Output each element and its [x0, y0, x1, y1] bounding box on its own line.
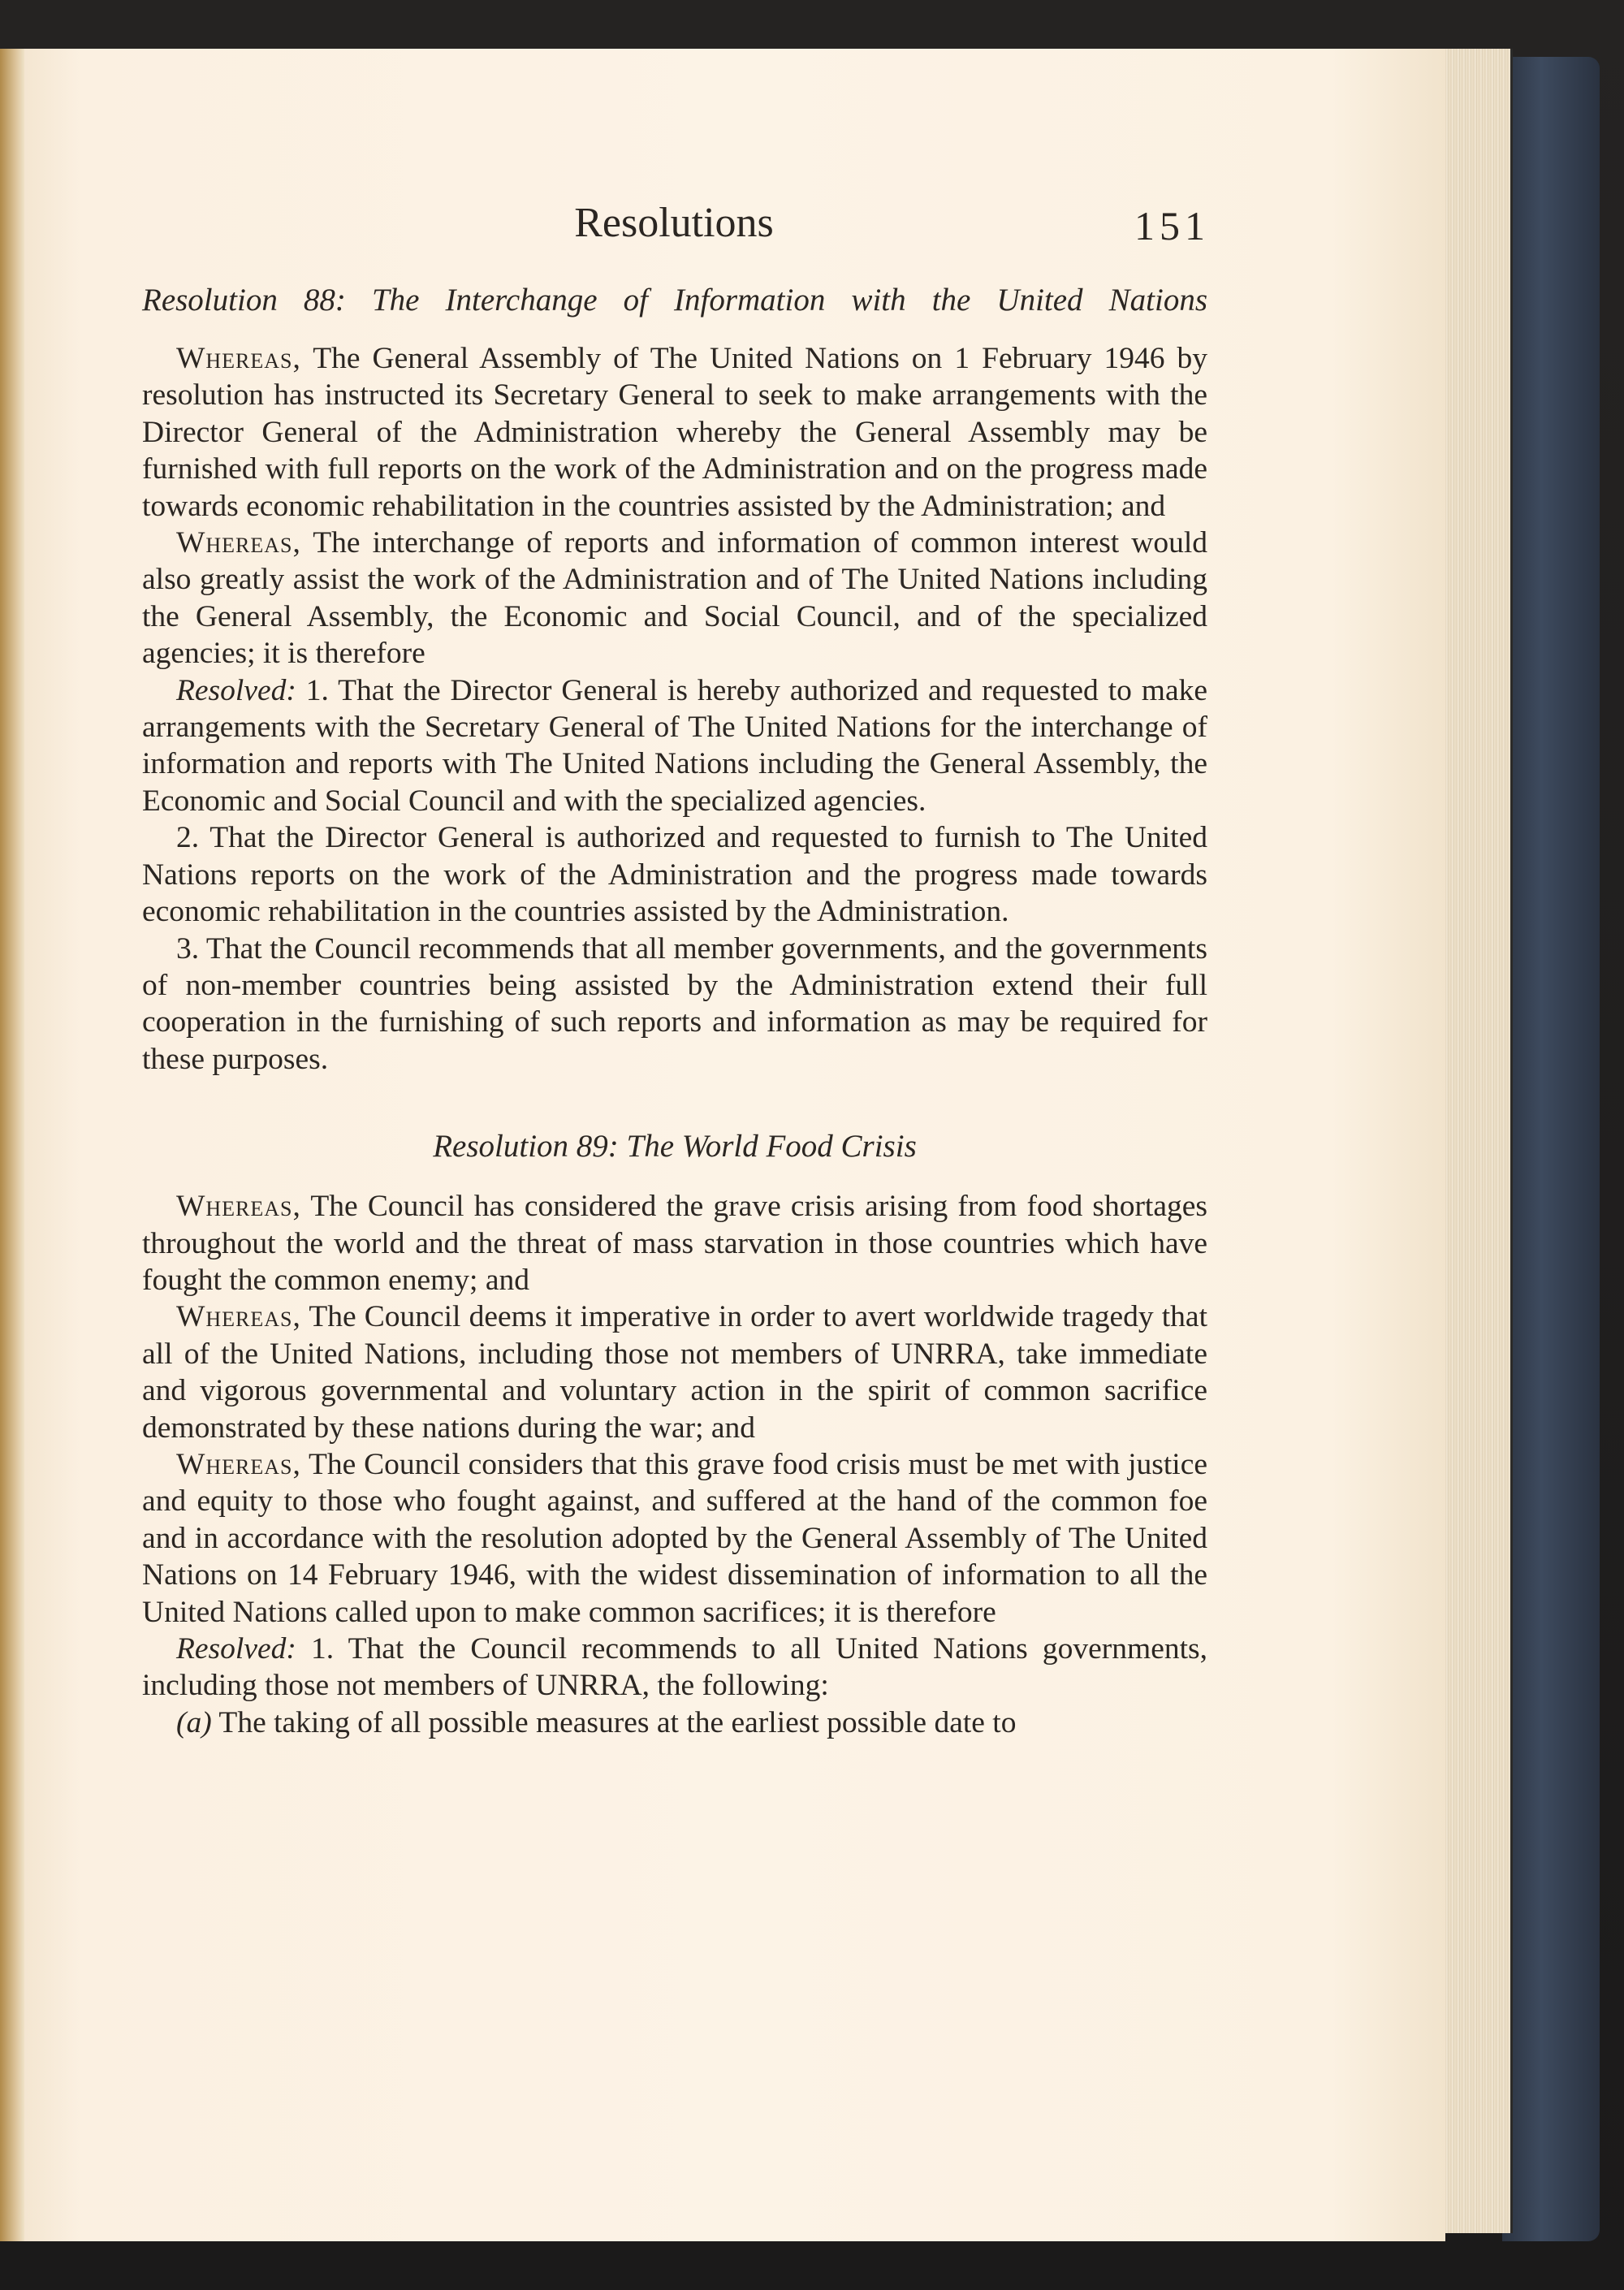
paragraph-text: The Council considers that this grave food crisis must be met with justice and equity to those who fought against, and suffered at the hand of the common foe and in accordance with the resolution adopted by the General Assembly of The United Nations on 14 February 1946, with the widest dissemination of information to all the United Nations called upon to make common sacrifices; it is therefore: [142, 1447, 1207, 1629]
paragraph-lead: Resolved:: [176, 1632, 296, 1666]
paragraph-lead: Whereas,: [176, 1190, 301, 1224]
paragraph: [142, 525, 1207, 672]
paragraph: [142, 1446, 1207, 1631]
paragraph: [142, 819, 1207, 930]
paragraph: [142, 1705, 1207, 1741]
paragraph: [142, 1188, 1207, 1298]
paragraph-text: 1. That the Council recommends to all United Nations governments, including those not members of UNRRA, the following:: [142, 1632, 1207, 1703]
paragraph: [142, 1631, 1207, 1705]
paragraph: [142, 672, 1207, 820]
paragraph-text: 1. That the Director General is hereby authorized and requested to make arrangements with the Secretary General of The United Nations for the interchange of information and reports with The United Nations including the General Assembly, the Economic and Social Council and with the specialized agencies.: [142, 673, 1207, 818]
paragraph-text: The General Assembly of The United Nations on 1 February 1946 by resolution has instructed its Secretary General to seek to make arrangements with the Director General of the Administration whereby the General Assembly may be furnished with full reports on the work of the Administration and on the progress made towards economic rehabilitation in the countries assisted by the Administration; and: [142, 342, 1207, 523]
paragraph-text: 3. That the Council recommends that all member governments, and the governments of non-member countries being assisted by the Administration extend their full cooperation in the furnishing of such reports and information as may be required for these purposes.: [142, 931, 1207, 1076]
paragraph-text: The interchange of reports and information of common interest would also greatly assist the work of the Administration and of The United Nations including the General Assembly, the Economic and Social Council, and of the specialized agencies; it is therefore: [142, 526, 1207, 671]
paragraph-lead: Whereas,: [176, 1447, 301, 1481]
paragraph-lead: Whereas,: [176, 342, 301, 375]
page-body: [142, 280, 1207, 1741]
paragraph-lead: Whereas,: [176, 526, 301, 560]
paragraph-text: The taking of all possible measures at the earliest possible date to: [211, 1705, 1017, 1739]
running-head: [138, 199, 1210, 256]
paragraph-lead: Whereas,: [176, 1300, 301, 1334]
paragraph-text: The Council has considered the grave crisis arising from food shortages throughout the world and the threat of mass starvation in those countries which have fought the common enemy; and: [142, 1190, 1207, 1297]
resolution-89-title: Resolution 89: The World Food Crisis: [433, 1129, 917, 1164]
paragraph: [142, 1298, 1207, 1446]
running-head-title: Resolutions: [574, 200, 774, 246]
paragraph: [142, 931, 1207, 1078]
paragraph-lead: Resolved:: [176, 673, 296, 707]
paragraph-text: The Council deems it imperative in order to avert worldwide tragedy that all of the United Nations, including those not members of UNRRA, take immediate and vigorous governmental and voluntary action in the spirit of common sacrifice demonstrated by these nations during the war; and: [142, 1300, 1207, 1445]
paragraph-text: 2. That the Director General is authorized and requested to furnish to The United Nations reports on the work of the Administration and the progress made towards economic rehabilitation in the countries assisted by the Administration.: [142, 821, 1207, 929]
book-left-edge: [0, 49, 24, 2241]
resolution-88-title: Resolution 88: The Interchange of Information with the United Nations: [142, 283, 1207, 318]
page-number: 151: [1134, 203, 1210, 248]
paragraph: [142, 340, 1207, 525]
book-back-cover: [1502, 57, 1600, 2241]
paragraph-lead: (a): [176, 1705, 212, 1739]
page-edges: [1437, 49, 1513, 2233]
